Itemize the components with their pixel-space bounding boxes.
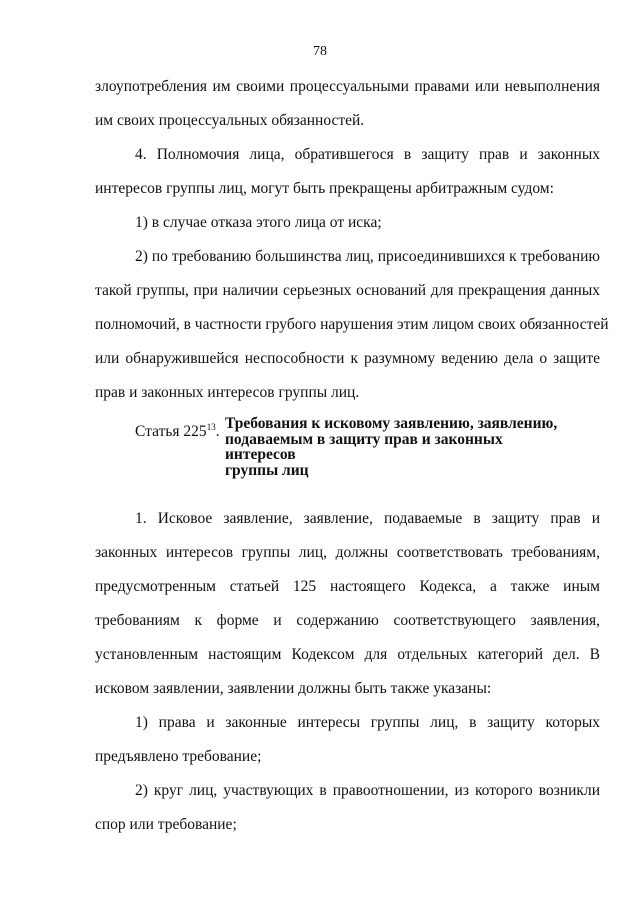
text-line: законных интересов группы лиц, должны соответствовать требованиям, [95, 544, 600, 561]
text-line: исковом заявлении, заявлении должны быть также указаны: [95, 680, 492, 697]
page-number: 78 [313, 44, 327, 59]
text-line: предусмотренным статьей 125 настоящего Кодекса, а также иным [95, 578, 600, 595]
list-item: 1) в случае отказа этого лица от иска; [135, 214, 382, 231]
text-line: им своих процессуальных обязанностей. [95, 112, 365, 129]
article-title-line: Требования к исковому заявлению, заявлению, [225, 415, 558, 432]
text-line: или обнаружившейся неспособности к разумному ведению дела о защите [95, 350, 600, 367]
article-heading [95, 416, 600, 508]
text-line: интересов группы лиц, могут быть прекращены арбитражным судом: [95, 180, 554, 197]
article-title [225, 416, 570, 478]
list-item: 2) круг лиц, участвующих в правоотношении, из которого возникли [135, 782, 600, 799]
list-item: 2) по требованию большинства лиц, присоединившихся к требованию [135, 248, 600, 265]
text-line: спор или требование; [95, 816, 237, 833]
article-title-line: подаваемым в защиту прав и законных интересов [225, 430, 503, 463]
article-label [135, 416, 220, 443]
article-number: Статья 225 [135, 423, 207, 440]
document-body [95, 76, 609, 848]
paragraph-first-line: 4. Полномочия лица, обратившегося в защиту прав и законных [135, 146, 600, 163]
article-dot: . [215, 423, 220, 440]
text-line: злоупотребления им своими процессуальными правами или невыполнения [95, 78, 600, 95]
text-line: такой группы, при наличии серьезных оснований для прекращения данных [95, 282, 600, 299]
text-line: установленным настоящим Кодексом для отдельных категорий дел. В [95, 646, 600, 663]
text-line: предъявлено требование; [95, 748, 262, 765]
article-superscript: 13 [206, 422, 216, 432]
text-line: полномочий, в частности грубого нарушения этим лицом своих обязанностей [95, 316, 609, 333]
list-item: 1) права и законные интересы группы лиц, в защиту которых [135, 714, 600, 731]
text-line: требованиям к форме и содержанию соответствующего заявления, [95, 612, 600, 629]
article-title-line: группы лиц [225, 461, 309, 479]
paragraph-first-line: 1. Исковое заявление, заявление, подаваемые в защиту прав и [135, 510, 600, 527]
text-line: прав и законных интересов группы лиц. [95, 384, 360, 401]
